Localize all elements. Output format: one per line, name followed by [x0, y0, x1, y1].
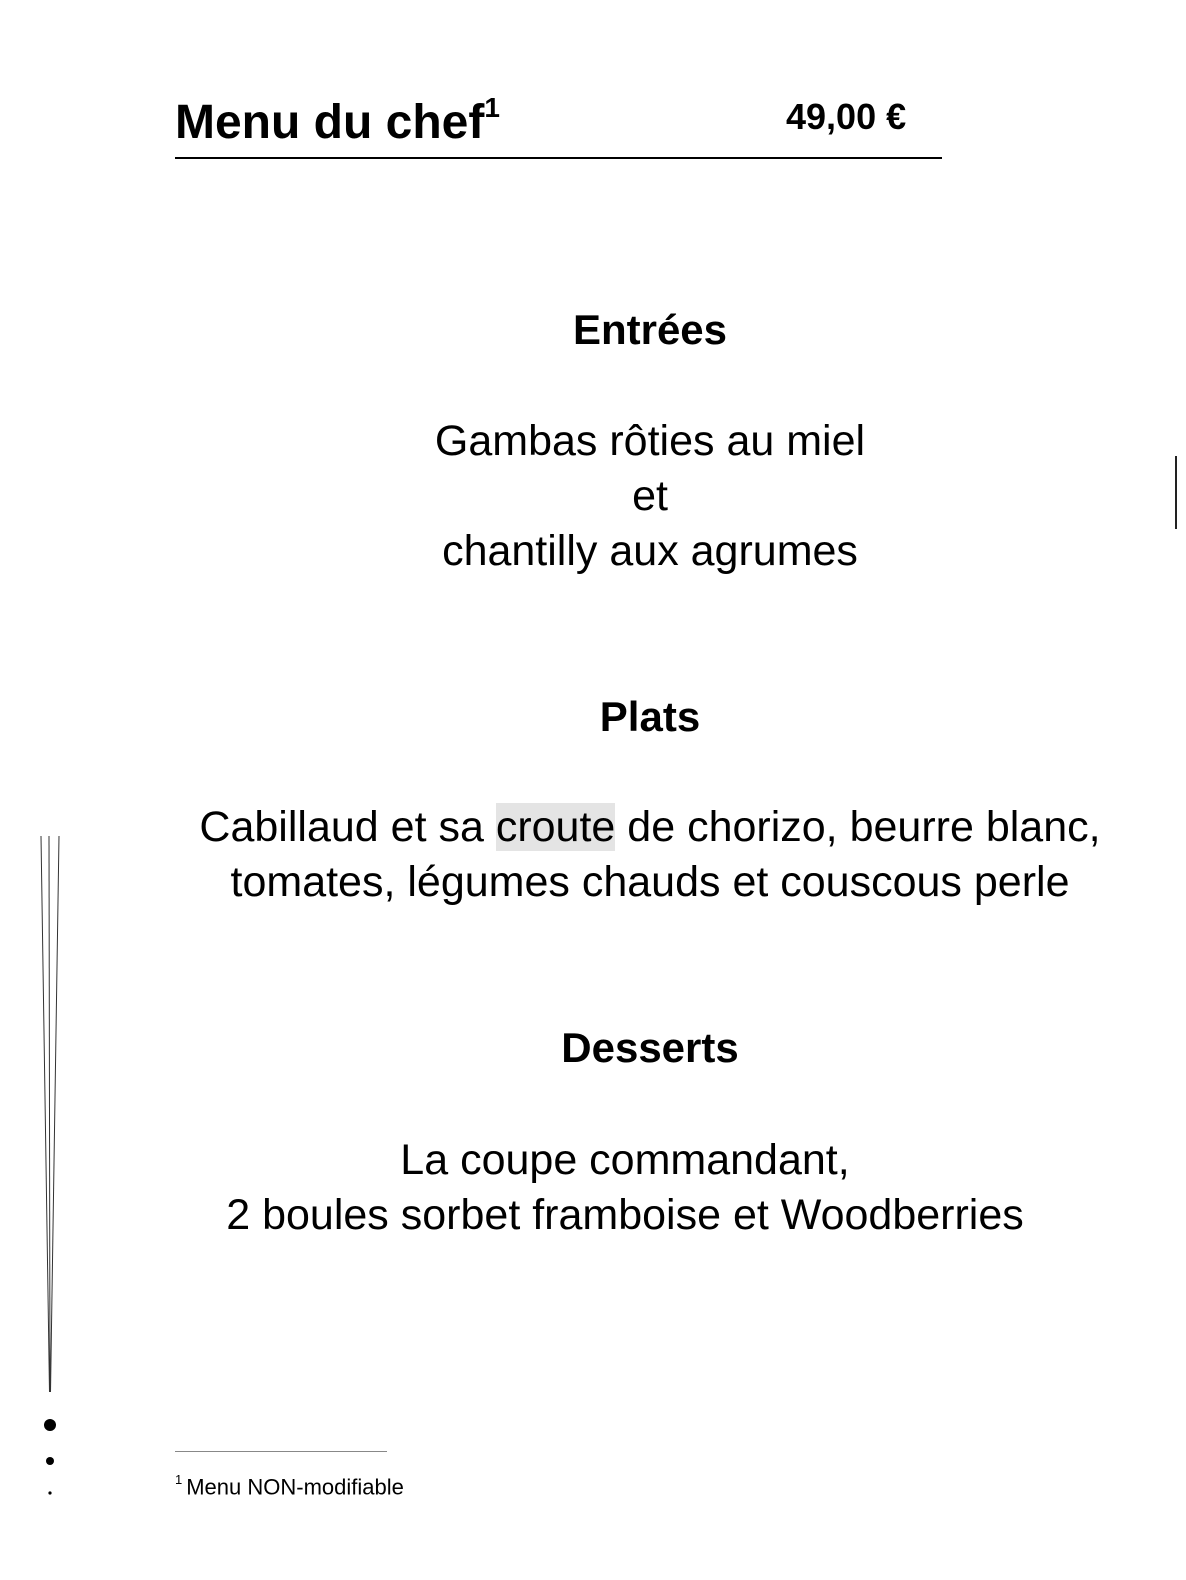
dish-text-start: Cabillaud et sa — [199, 803, 496, 851]
menu-header — [175, 82, 942, 159]
section-heading-plats: Plats — [599, 693, 701, 740]
dish-line: La coupe commandant, — [400, 1136, 850, 1184]
dot-medium — [46, 1457, 54, 1465]
dish-line: 2 boules sorbet framboise et Woodberries — [226, 1191, 1024, 1239]
dish-plats — [170, 800, 1130, 910]
footnote-marker-ref[interactable]: 1 — [484, 92, 500, 123]
dot-large — [44, 1419, 56, 1431]
highlighted-word[interactable]: croute — [495, 803, 616, 851]
footnote-separator — [175, 1451, 387, 1452]
section-heading-desserts: Desserts — [561, 1024, 739, 1071]
dish-entrees — [140, 414, 1160, 579]
footnote — [175, 1468, 404, 1501]
menu-title — [175, 82, 500, 153]
menu-price: 49,00 € — [786, 96, 907, 137]
dish-line: et — [632, 472, 668, 520]
dish-desserts — [140, 1133, 1110, 1243]
dish-text-end: de chorizo, beurre blanc, tomates, légumes chauds et couscous perle — [230, 803, 1101, 906]
footnote-marker: 1 — [175, 1472, 183, 1487]
section-heading-entrees: Entrées — [572, 306, 728, 353]
dot-small — [48, 1491, 51, 1494]
footnote-text: Menu NON-modifiable — [186, 1474, 404, 1500]
text-cursor — [1175, 456, 1177, 529]
dish-line: Gambas rôties au miel — [434, 417, 866, 465]
menu-title-text: Menu du chef — [175, 96, 485, 149]
dish-line: chantilly aux agrumes — [442, 527, 858, 575]
decorative-lines — [30, 836, 70, 1506]
